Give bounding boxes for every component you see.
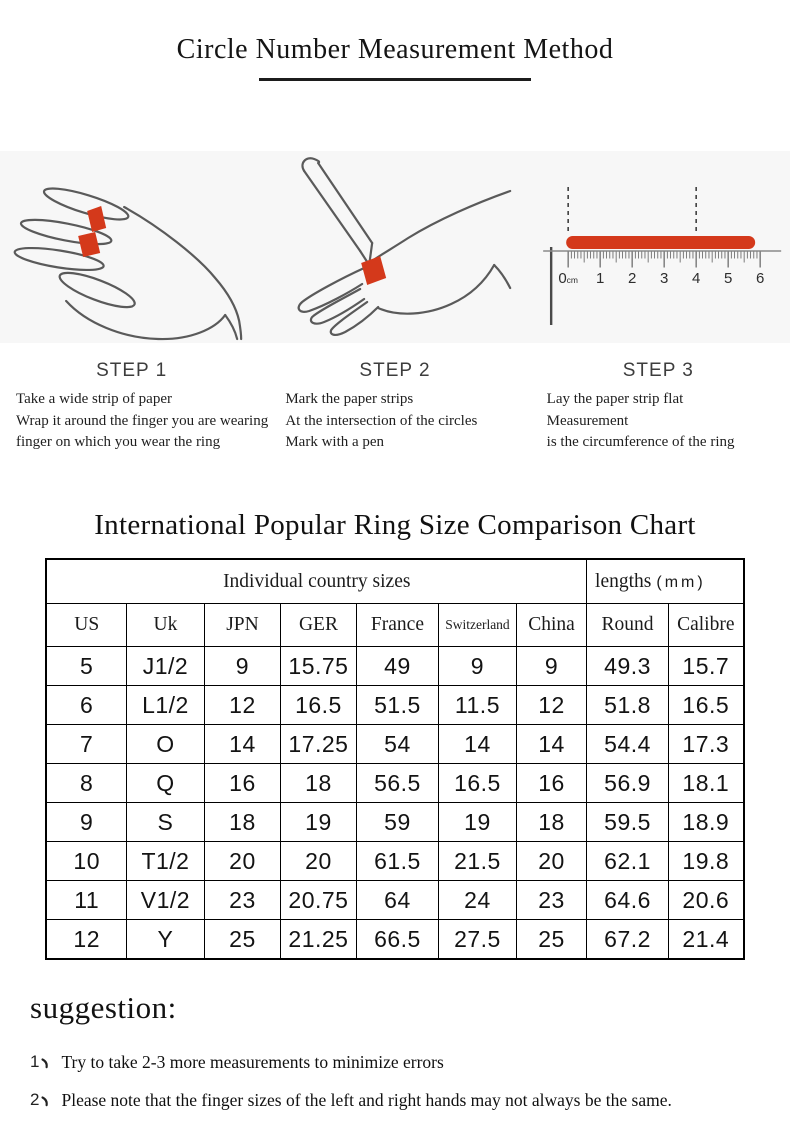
ruler-number: 6 bbox=[755, 270, 764, 288]
table-cell: 19 bbox=[438, 803, 516, 842]
table-cell: 19.8 bbox=[669, 842, 744, 881]
step3-illustration-cell bbox=[527, 151, 790, 343]
step2-label: STEP 2 bbox=[359, 360, 431, 382]
table-cell: 15.7 bbox=[669, 647, 744, 686]
table-cell: 18.9 bbox=[669, 803, 744, 842]
column-header-china: China bbox=[516, 604, 586, 647]
column-header-uk: Uk bbox=[126, 604, 204, 647]
table-cell: 12 bbox=[204, 686, 280, 725]
table-cell: 59 bbox=[356, 803, 438, 842]
item-number: 1 bbox=[30, 1051, 40, 1071]
step1-illustration-cell bbox=[0, 151, 263, 343]
table-cell: 56.9 bbox=[587, 764, 669, 803]
table-cell: 18 bbox=[516, 803, 586, 842]
step1-label: STEP 1 bbox=[96, 360, 168, 382]
table-row bbox=[46, 725, 743, 764]
table-row bbox=[46, 803, 743, 842]
table-cell: 8 bbox=[46, 764, 126, 803]
step2-line: Mark with a pen bbox=[285, 434, 385, 451]
group-header-country-sizes: Individual country sizes bbox=[46, 559, 586, 604]
table-cell: 12 bbox=[516, 686, 586, 725]
table-row bbox=[46, 920, 743, 959]
table-cell: 10 bbox=[46, 842, 126, 881]
step1-hand-illustration bbox=[0, 151, 263, 343]
column-header-switzerland: Switzerland bbox=[438, 604, 516, 647]
table-cell: 9 bbox=[516, 647, 586, 686]
ruler-number: 1 bbox=[595, 270, 604, 288]
step2-line: Mark the paper strips bbox=[285, 391, 414, 408]
table-cell: J1/2 bbox=[126, 647, 204, 686]
suggestion-section bbox=[0, 988, 790, 1112]
table-row bbox=[46, 764, 743, 803]
table-cell: 62.1 bbox=[587, 842, 669, 881]
table-cell: 14 bbox=[204, 725, 280, 764]
table-cell: 17.25 bbox=[280, 725, 356, 764]
size-table-body bbox=[46, 647, 743, 959]
page-title: Circle Number Measurement Method bbox=[176, 34, 614, 65]
table-cell: 25 bbox=[204, 920, 280, 959]
step3-line: Lay the paper strip flat bbox=[546, 391, 684, 408]
table-cell: 9 bbox=[204, 647, 280, 686]
column-header-us: US bbox=[46, 604, 126, 647]
step1-line: Take a wide strip of paper bbox=[16, 391, 172, 408]
step1-line: Wrap it around the finger you are wearing bbox=[16, 412, 269, 429]
illustration-band bbox=[0, 151, 790, 343]
item-number: 2 bbox=[30, 1089, 40, 1109]
ruler-number: 0cm bbox=[557, 270, 578, 288]
group-header-row bbox=[46, 559, 743, 604]
ruler-number: 5 bbox=[723, 270, 732, 288]
table-cell: 15.75 bbox=[280, 647, 356, 686]
ruler-ticks bbox=[568, 252, 760, 268]
table-row bbox=[46, 842, 743, 881]
table-cell: 66.5 bbox=[356, 920, 438, 959]
step2-section bbox=[263, 359, 526, 454]
table-cell: Q bbox=[126, 764, 204, 803]
table-cell: 16.5 bbox=[669, 686, 744, 725]
table-cell: 12 bbox=[46, 920, 126, 959]
table-cell: 51.5 bbox=[356, 686, 438, 725]
column-header-ger: GER bbox=[280, 604, 356, 647]
column-header-france: France bbox=[356, 604, 438, 647]
table-cell: 14 bbox=[516, 725, 586, 764]
mm-unit-label: (mm) bbox=[656, 573, 706, 591]
pen-and-hand-outline bbox=[299, 159, 511, 336]
table-cell: 20 bbox=[516, 842, 586, 881]
column-header-jpn: JPN bbox=[204, 604, 280, 647]
table-cell: 20 bbox=[204, 842, 280, 881]
table-cell: L1/2 bbox=[126, 686, 204, 725]
table-cell: 51.8 bbox=[587, 686, 669, 725]
step3-line: Measurement bbox=[546, 412, 629, 429]
ring-size-table bbox=[45, 558, 744, 960]
table-cell: 18 bbox=[280, 764, 356, 803]
table-cell: T1/2 bbox=[126, 842, 204, 881]
table-cell: 21.25 bbox=[280, 920, 356, 959]
table-cell: 25 bbox=[516, 920, 586, 959]
suggestion-text: Try to take 2-3 more measurements to minimize errors bbox=[61, 1051, 444, 1072]
table-cell: 61.5 bbox=[356, 842, 438, 881]
step3-line: is the circumference of the ring bbox=[546, 434, 735, 451]
table-cell: 59.5 bbox=[587, 803, 669, 842]
table-cell: 9 bbox=[438, 647, 516, 686]
table-cell: 54 bbox=[356, 725, 438, 764]
suggestion-item bbox=[30, 1088, 790, 1112]
table-cell: 16.5 bbox=[438, 764, 516, 803]
group-header-lengths bbox=[587, 559, 744, 604]
ideographic-comma-icon bbox=[41, 1058, 50, 1069]
table-cell: 67.2 bbox=[587, 920, 669, 959]
table-cell: 16 bbox=[204, 764, 280, 803]
table-cell: 21.4 bbox=[669, 920, 744, 959]
table-cell: 16.5 bbox=[280, 686, 356, 725]
paper-strip-mark bbox=[78, 206, 106, 257]
table-cell: 18.1 bbox=[669, 764, 744, 803]
ruler-number: 3 bbox=[659, 270, 668, 288]
table-cell: 54.4 bbox=[587, 725, 669, 764]
table-cell: O bbox=[126, 725, 204, 764]
paper-strip bbox=[566, 236, 755, 249]
table-cell: 21.5 bbox=[438, 842, 516, 881]
table-cell: 27.5 bbox=[438, 920, 516, 959]
table-cell: 20 bbox=[280, 842, 356, 881]
ideographic-comma-icon bbox=[41, 1096, 50, 1107]
ruler-number: 4 bbox=[691, 270, 700, 288]
lengths-label: lengths bbox=[595, 570, 652, 592]
table-cell: 20.75 bbox=[280, 881, 356, 920]
step2-line: At the intersection of the circles bbox=[285, 412, 478, 429]
step3-ruler-illustration bbox=[527, 151, 790, 343]
table-cell: 24 bbox=[438, 881, 516, 920]
step3-section bbox=[527, 359, 790, 454]
table-cell: 23 bbox=[516, 881, 586, 920]
table-row bbox=[46, 881, 743, 920]
table-cell: 16 bbox=[516, 764, 586, 803]
table-cell: 64 bbox=[356, 881, 438, 920]
table-cell: 11.5 bbox=[438, 686, 516, 725]
table-cell: 17.3 bbox=[669, 725, 744, 764]
table-cell: 49.3 bbox=[587, 647, 669, 686]
table-cell: 14 bbox=[438, 725, 516, 764]
column-header-calibre: Calibre bbox=[669, 604, 744, 647]
table-row bbox=[46, 686, 743, 725]
table-cell: 19 bbox=[280, 803, 356, 842]
suggestion-item bbox=[30, 1050, 790, 1074]
column-header-row bbox=[46, 604, 743, 647]
step1-section bbox=[0, 359, 269, 454]
table-cell: 5 bbox=[46, 647, 126, 686]
steps-row bbox=[0, 359, 790, 454]
suggestion-heading: suggestion: bbox=[30, 989, 177, 1025]
table-cell: 9 bbox=[46, 803, 126, 842]
table-cell: 20.6 bbox=[669, 881, 744, 920]
table-cell: 23 bbox=[204, 881, 280, 920]
table-cell: 49 bbox=[356, 647, 438, 686]
table-cell: 6 bbox=[46, 686, 126, 725]
table-row bbox=[46, 647, 743, 686]
title-underline bbox=[259, 78, 531, 81]
ruler-labels bbox=[558, 270, 764, 287]
suggestion-text: Please note that the finger sizes of the left and right hands may not always be the same. bbox=[61, 1089, 672, 1110]
table-cell: S bbox=[126, 803, 204, 842]
hand-outline bbox=[13, 183, 241, 340]
column-header-round: Round bbox=[587, 604, 669, 647]
table-cell: 7 bbox=[46, 725, 126, 764]
table-cell: 11 bbox=[46, 881, 126, 920]
table-cell: 56.5 bbox=[356, 764, 438, 803]
table-cell: 64.6 bbox=[587, 881, 669, 920]
step3-label: STEP 3 bbox=[622, 360, 694, 382]
step2-illustration-cell bbox=[263, 151, 526, 343]
step2-pen-illustration bbox=[263, 151, 526, 343]
table-cell: V1/2 bbox=[126, 881, 204, 920]
table-cell: 18 bbox=[204, 803, 280, 842]
size-chart-title: International Popular Ring Size Comparison Chart bbox=[94, 508, 696, 541]
ruler-number: 2 bbox=[627, 270, 636, 288]
step1-line: finger on which you wear the ring bbox=[16, 434, 221, 451]
table-cell: Y bbox=[126, 920, 204, 959]
